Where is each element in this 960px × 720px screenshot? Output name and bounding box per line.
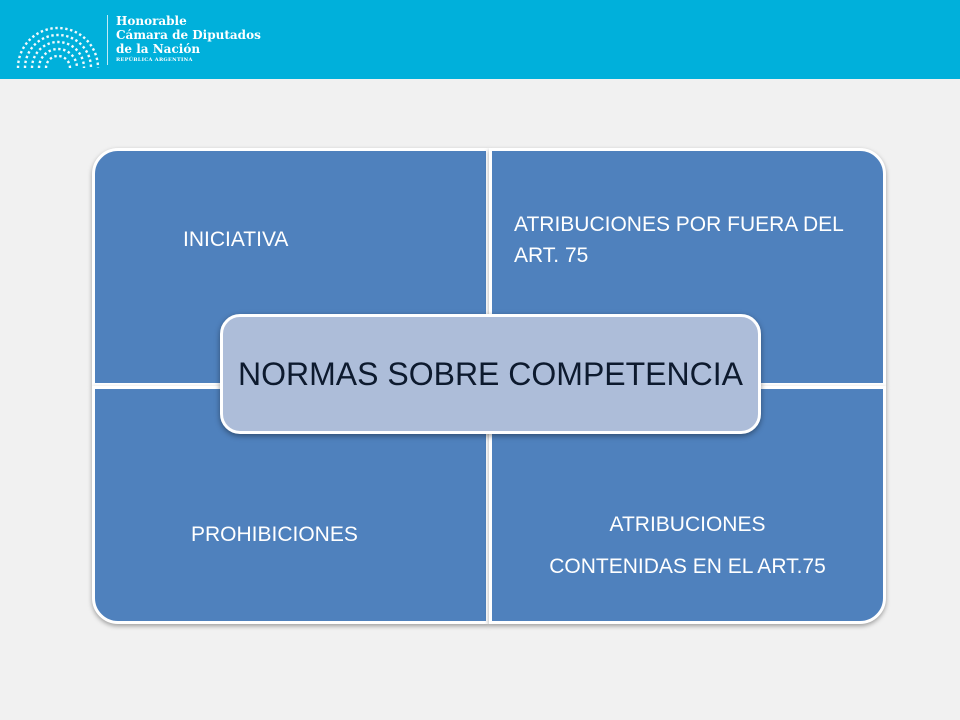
quadrant-label-atribuciones-contenidas — [549, 504, 826, 588]
quadrant-label-line2: CONTENIDAS EN EL ART.75 — [549, 555, 826, 578]
quadrant-label-atribuciones-fuera: ATRIBUCIONES POR FUERA DEL ART. 75 — [514, 213, 844, 267]
congress-hemicycle-icon — [14, 8, 102, 70]
logo-line-nacion: de la Nación — [116, 42, 201, 56]
logo-line-camara: Cámara de Diputados — [116, 28, 261, 42]
header-bar — [0, 0, 960, 79]
center-title: NORMAS SOBRE COMPETENCIA — [238, 355, 743, 392]
quadrant-label-iniciativa: INICIATIVA — [183, 228, 289, 251]
logo-subtitle: REPÚBLICA ARGENTINA — [116, 57, 193, 63]
quadrant-label-prohibiciones: PROHIBICIONES — [191, 523, 358, 546]
quadrant-label-line1: ATRIBUCIONES — [609, 513, 766, 536]
logo-line-honorable: Honorable — [116, 14, 187, 28]
logo-divider — [107, 15, 108, 65]
center-title-box — [220, 314, 761, 434]
institution-logo-text — [116, 14, 261, 65]
